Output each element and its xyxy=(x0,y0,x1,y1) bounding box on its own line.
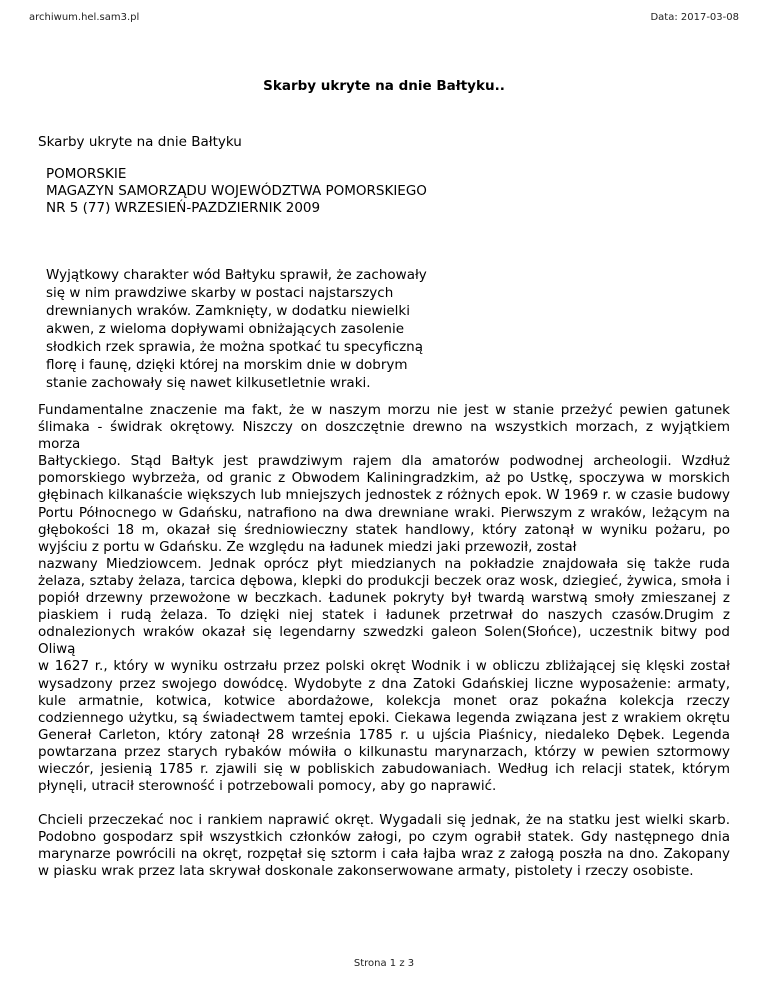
intro-line: słodkich rzek sprawia, że można spotkać tu specyficzną xyxy=(46,339,423,355)
header-source-url: archiwum.hel.sam3.pl xyxy=(29,12,140,23)
magazine-line: MAGAZYN SAMORZĄDU WOJEWÓDZTWA POMORSKIEGO xyxy=(46,183,427,199)
article-body xyxy=(38,402,730,881)
document-title: Skarby ukryte na dnie Bałtyku.. xyxy=(263,78,505,94)
body-paragraph: nazwany Miedziowcem. Jednak oprócz płyt miedzianych na pokładzie znajdowała się także ruda żelaza, sztaby żelaza, tarcica dębowa, klepki do produkcji beczek oraz wosk, dziegieć, żywica, smoła i popiół drzewny przewożone w beczkach. Ładunek pokryty był twardą warstwą smoły zmieszanej z piaskiem i rudą żelaza. To dzięki niej statek i ładunek przetrwał do naszych czasów.Drugim z odnalezionych wraków okazał się legendarny szwedzki galeon Solen(Słońce), uczestnik bitwy pod Oliwą xyxy=(38,555,730,658)
magazine-line: NR 5 (77) WRZESIEŃ-PAZDZIERNIK 2009 xyxy=(46,200,321,216)
intro-line: florę i faunę, dzięki której na morskim dnie w dobrym xyxy=(46,357,408,373)
body-paragraph: Bałtyckiego. Stąd Bałtyk jest prawdziwym rajem dla amatorów podwodnej archeologii. Wzdłuż pomorskiego wybrzeża, od granic z Obwodem Kaliningradzkim, aż po Ustkę, spoczywa w morskich głębinach kilkanaście większych lub mniejszych jednostek z różnych epok. W 1969 r. w czasie budowy Portu Północnego w Gdańsku, natrafiono na dwa drewniane wraki. Pierwszym z wraków, leżącym na głębokości 18 m, okazał się średniowieczny statek handlowy, który zatonął w wyniku pożaru, po wyjściu z portu w Gdańsku. Ze względu na ładunek miedzi jaki przewoził, został xyxy=(38,453,730,555)
intro-line: drewnianych wraków. Zamknięty, w dodatku niewielki xyxy=(46,303,410,319)
magazine-line: POMORSKIE xyxy=(46,166,127,182)
magazine-info xyxy=(46,166,427,217)
article-subtitle: Skarby ukryte na dnie Bałtyku xyxy=(38,134,242,150)
intro-line: stanie zachowały się nawet kilkusetletnie wraki. xyxy=(46,375,371,391)
intro-line: akwen, z wieloma dopływami obniżających zasolenie xyxy=(46,321,405,337)
page-number: Strona 1 z 3 xyxy=(353,958,415,969)
intro-paragraph xyxy=(46,266,466,392)
body-paragraph: w 1627 r., który w wyniku ostrzału przez polski okręt Wodnik i w obliczu zbliżającej się klęski został wysadzony przez swojego dowódcę. Wydobyte z dna Zatoki Gdańskiej liczne wyposażenie: armaty, kule armatnie, kotwica, kotwice abordażowe, kolekcja monet oraz pokaźna kolekcja rzeczy codziennego użytku, są świadectwem tamtej epoki. Ciekawa legenda związana jest z wrakiem okrętu Generał Carleton, który zatonął 28 września 1785 r. u ujścia Piaśnicy, niedaleko Dębek. Legenda powtarzana przez starych rybaków mówiła o kilkunastu marynarzach, którzy w pewien sztormowy wieczór, jesienią 1785 r. zjawili się w pobliskich zabudowaniach. Według ich relacji statek, którym płynęli, utracił sterowność i potrzebowali pomocy, aby go naprawić. xyxy=(38,658,730,795)
body-paragraph: Chcieli przeczekać noc i rankiem naprawić okręt. Wygadali się jednak, że na statku jest wielki skarb. Podobno gospodarz spił wszystkich członków załogi, po czym ograbił statek. Gdy następnego dnia marynarze powrócili na okręt, rozpętał się sztorm i cała łajba wraz z załogą poszła na dno. Zakopany w piasku wrak przez lata skrywał doskonale zakonserwowane armaty, pistolety i rzeczy osobiste. xyxy=(38,812,730,880)
body-paragraph: Fundamentalne znaczenie ma fakt, że w naszym morzu nie jest w stanie przeżyć pewien gatunek ślimaka - świdrak okrętowy. Niszczy on doszczętnie drewno na wszystkich morzach, z wyjątkiem morza xyxy=(38,402,730,453)
intro-line: Wyjątkowy charakter wód Bałtyku sprawił, że zachowały xyxy=(46,267,427,283)
intro-line: się w nim prawdziwe skarby w postaci najstarszych xyxy=(46,285,394,301)
header-date: Data: 2017-03-08 xyxy=(650,12,739,23)
